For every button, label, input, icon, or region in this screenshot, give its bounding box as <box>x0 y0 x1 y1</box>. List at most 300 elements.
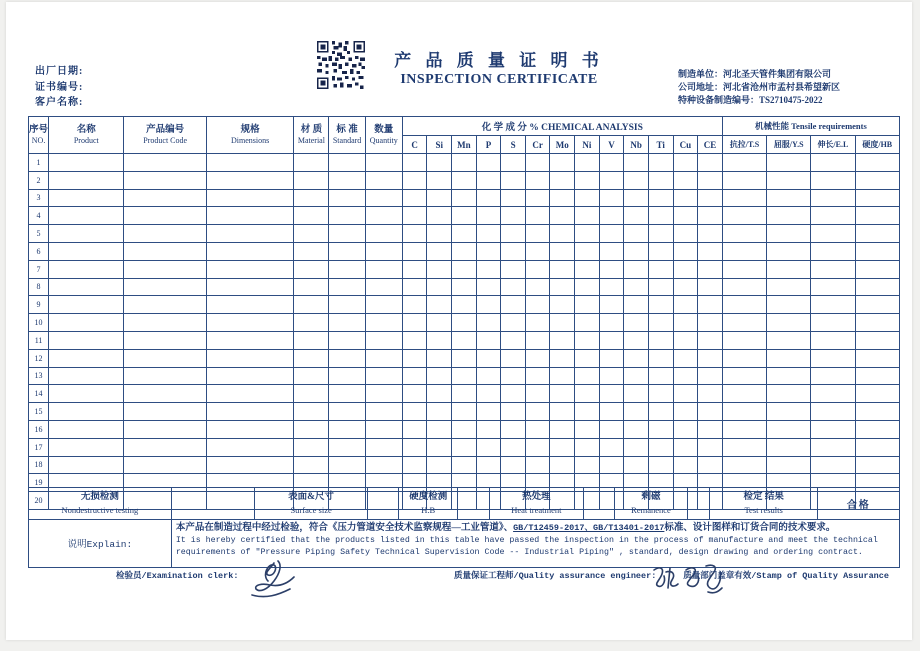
empty-data-cell <box>525 171 550 189</box>
empty-data-cell <box>329 420 365 438</box>
empty-data-cell <box>452 225 477 243</box>
empty-data-cell <box>673 385 698 403</box>
empty-data-cell <box>365 242 402 260</box>
empty-data-cell <box>575 438 600 456</box>
empty-data-cell <box>855 456 900 474</box>
empty-data-cell <box>722 225 766 243</box>
empty-data-cell <box>427 349 452 367</box>
empty-data-cell <box>767 242 811 260</box>
empty-data-cell <box>402 278 427 296</box>
empty-data-cell <box>124 189 206 207</box>
empty-data-cell <box>811 438 855 456</box>
header-col-4-en: Material <box>297 135 325 145</box>
empty-data-cell <box>476 314 501 332</box>
header-col-5 <box>329 117 365 154</box>
header-col-2-cn: 产品编号 <box>146 124 185 135</box>
header-col-6-en: Quantity <box>369 135 398 145</box>
test-results-label-en: Test results <box>744 505 783 515</box>
empty-data-cell <box>811 278 855 296</box>
empty-data-cell <box>648 171 673 189</box>
table-row <box>29 456 900 474</box>
ndt-label-en: Nondestructive testing <box>61 505 139 515</box>
empty-data-cell <box>329 438 365 456</box>
empty-data-cell <box>124 260 206 278</box>
empty-data-cell <box>811 207 855 225</box>
empty-data-cell <box>722 438 766 456</box>
empty-data-cell <box>811 367 855 385</box>
empty-data-cell <box>525 154 550 172</box>
table-row <box>29 189 900 207</box>
empty-data-cell <box>673 278 698 296</box>
empty-data-cell <box>550 331 575 349</box>
empty-data-cell <box>855 314 900 332</box>
empty-data-cell <box>624 225 649 243</box>
empty-data-cell <box>206 189 293 207</box>
row-number: 6 <box>29 242 49 260</box>
empty-data-cell <box>476 456 501 474</box>
empty-data-cell <box>365 171 402 189</box>
empty-data-cell <box>550 242 575 260</box>
table-row <box>29 225 900 243</box>
empty-data-cell <box>294 242 329 260</box>
explain-cn-standards: GB/T12459-2017、GB/T13401-2017 <box>513 522 665 533</box>
certificate-no-label: 证书编号: <box>35 81 84 93</box>
empty-data-cell <box>402 438 427 456</box>
empty-data-cell <box>365 225 402 243</box>
empty-data-cell <box>575 403 600 421</box>
chem-col-Si: Si <box>427 136 452 154</box>
certificate-sheet <box>6 2 912 640</box>
empty-data-cell <box>811 171 855 189</box>
empty-data-cell <box>855 367 900 385</box>
empty-data-cell <box>427 189 452 207</box>
examiner-signature <box>244 555 316 606</box>
empty-data-cell <box>525 189 550 207</box>
empty-data-cell <box>525 296 550 314</box>
empty-data-cell <box>427 278 452 296</box>
empty-data-cell <box>476 189 501 207</box>
empty-data-cell <box>49 171 124 189</box>
empty-data-cell <box>673 349 698 367</box>
empty-data-cell <box>673 189 698 207</box>
empty-data-cell <box>550 260 575 278</box>
empty-data-cell <box>767 225 811 243</box>
mech-col-0: 抗拉/T.S <box>722 136 766 154</box>
remanence-label-en: Remanence <box>631 505 671 515</box>
empty-data-cell <box>811 296 855 314</box>
empty-data-cell <box>402 456 427 474</box>
empty-data-cell <box>124 331 206 349</box>
empty-data-cell <box>501 438 526 456</box>
ndt-value-cell <box>171 488 254 520</box>
explain-table <box>28 519 900 568</box>
remanence-label-cn: 剩磁 <box>641 492 661 502</box>
empty-data-cell <box>525 367 550 385</box>
empty-data-cell <box>402 207 427 225</box>
empty-data-cell <box>49 331 124 349</box>
empty-data-cell <box>599 225 624 243</box>
empty-data-cell <box>811 154 855 172</box>
chemical-analysis-group-header: 化 学 成 分 % CHEMICAL ANALYSIS <box>402 117 722 136</box>
empty-data-cell <box>855 296 900 314</box>
header-col-3-en: Dimensions <box>230 135 270 145</box>
table-row <box>29 154 900 172</box>
header-col-6-cn: 数量 <box>374 124 394 135</box>
empty-data-cell <box>698 456 723 474</box>
empty-data-cell <box>550 456 575 474</box>
empty-data-cell <box>599 296 624 314</box>
explain-line-en2: requirements of "Pressure Piping Safety Technical Supervision Code -- Industrial Piping" , standard, design drawing and ordering contract. <box>175 548 863 557</box>
empty-data-cell <box>811 260 855 278</box>
empty-data-cell <box>624 438 649 456</box>
empty-data-cell <box>476 260 501 278</box>
empty-data-cell <box>476 207 501 225</box>
header-col-2 <box>124 117 206 154</box>
empty-data-cell <box>767 438 811 456</box>
empty-data-cell <box>599 367 624 385</box>
empty-data-cell <box>811 349 855 367</box>
empty-data-cell <box>329 225 365 243</box>
heat-value-cell <box>584 488 615 520</box>
empty-data-cell <box>452 403 477 421</box>
row-number: 2 <box>29 171 49 189</box>
empty-data-cell <box>624 242 649 260</box>
empty-data-cell <box>624 456 649 474</box>
empty-data-cell <box>501 171 526 189</box>
empty-data-cell <box>673 242 698 260</box>
empty-data-cell <box>49 438 124 456</box>
empty-data-cell <box>294 456 329 474</box>
empty-data-cell <box>811 314 855 332</box>
header-col-1 <box>49 117 124 154</box>
explain-line-cn <box>176 522 895 535</box>
empty-data-cell <box>575 385 600 403</box>
empty-data-cell <box>648 154 673 172</box>
row-number: 15 <box>29 403 49 421</box>
surface-label-en: Surface size <box>290 505 332 515</box>
empty-data-cell <box>452 314 477 332</box>
empty-data-cell <box>329 171 365 189</box>
empty-data-cell <box>501 242 526 260</box>
empty-data-cell <box>365 403 402 421</box>
table-row <box>29 171 900 189</box>
empty-data-cell <box>525 207 550 225</box>
certificate-title-en: INSPECTION CERTIFICATE <box>400 72 598 87</box>
empty-data-cell <box>501 403 526 421</box>
empty-data-cell <box>294 331 329 349</box>
empty-data-cell <box>402 349 427 367</box>
chem-col-Mn: Mn <box>452 136 477 154</box>
chem-col-P: P <box>476 136 501 154</box>
empty-data-cell <box>49 154 124 172</box>
certificate-title-cn: 产 品 质 量 证 明 书 <box>394 51 604 70</box>
empty-data-cell <box>811 403 855 421</box>
empty-data-cell <box>722 367 766 385</box>
empty-data-cell <box>767 403 811 421</box>
empty-data-cell <box>648 403 673 421</box>
empty-data-cell <box>501 385 526 403</box>
empty-data-cell <box>648 296 673 314</box>
empty-data-cell <box>550 189 575 207</box>
empty-data-cell <box>49 260 124 278</box>
empty-data-cell <box>550 403 575 421</box>
summary-table <box>28 487 900 520</box>
empty-data-cell <box>722 403 766 421</box>
empty-data-cell <box>501 189 526 207</box>
empty-data-cell <box>673 456 698 474</box>
empty-data-cell <box>525 225 550 243</box>
empty-data-cell <box>365 314 402 332</box>
empty-data-cell <box>49 403 124 421</box>
empty-data-cell <box>49 225 124 243</box>
empty-data-cell <box>599 314 624 332</box>
empty-data-cell <box>698 260 723 278</box>
empty-data-cell <box>294 367 329 385</box>
products-table <box>28 116 900 510</box>
empty-data-cell <box>427 207 452 225</box>
empty-data-cell <box>402 171 427 189</box>
surface-label-cell <box>255 488 368 520</box>
empty-data-cell <box>767 456 811 474</box>
empty-data-cell <box>722 207 766 225</box>
empty-data-cell <box>550 278 575 296</box>
chem-col-Cu: Cu <box>673 136 698 154</box>
empty-data-cell <box>452 260 477 278</box>
test-results-label-cell <box>709 488 818 520</box>
empty-data-cell <box>673 438 698 456</box>
empty-data-cell <box>476 385 501 403</box>
header-col-6 <box>365 117 402 154</box>
row-number: 16 <box>29 420 49 438</box>
empty-data-cell <box>624 278 649 296</box>
empty-data-cell <box>550 154 575 172</box>
empty-data-cell <box>698 314 723 332</box>
empty-data-cell <box>124 296 206 314</box>
empty-data-cell <box>501 225 526 243</box>
empty-data-cell <box>427 403 452 421</box>
empty-data-cell <box>767 296 811 314</box>
empty-data-cell <box>811 331 855 349</box>
header-col-4 <box>294 117 329 154</box>
empty-data-cell <box>476 367 501 385</box>
empty-data-cell <box>673 207 698 225</box>
empty-data-cell <box>206 420 293 438</box>
empty-data-cell <box>402 154 427 172</box>
empty-data-cell <box>427 171 452 189</box>
empty-data-cell <box>722 154 766 172</box>
empty-data-cell <box>811 420 855 438</box>
header-col-1-en: Product <box>73 135 99 145</box>
empty-data-cell <box>427 456 452 474</box>
empty-data-cell <box>501 207 526 225</box>
empty-data-cell <box>722 349 766 367</box>
empty-data-cell <box>648 242 673 260</box>
examiner-label: 检验员/Examination clerk: <box>116 571 239 581</box>
empty-data-cell <box>767 331 811 349</box>
table-row <box>29 385 900 403</box>
empty-data-cell <box>476 349 501 367</box>
empty-data-cell <box>294 314 329 332</box>
empty-data-cell <box>624 154 649 172</box>
empty-data-cell <box>452 349 477 367</box>
empty-data-cell <box>427 438 452 456</box>
empty-data-cell <box>124 385 206 403</box>
empty-data-cell <box>767 314 811 332</box>
table-row <box>29 278 900 296</box>
empty-data-cell <box>673 260 698 278</box>
manufacturer-line: 制造单位：河北圣天管件集团有限公司 <box>678 69 832 79</box>
empty-data-cell <box>698 367 723 385</box>
empty-data-cell <box>624 385 649 403</box>
empty-data-cell <box>365 420 402 438</box>
empty-data-cell <box>698 349 723 367</box>
empty-data-cell <box>206 207 293 225</box>
remanence-value-cell <box>687 488 709 520</box>
empty-data-cell <box>673 403 698 421</box>
empty-data-cell <box>501 331 526 349</box>
empty-data-cell <box>698 207 723 225</box>
empty-data-cell <box>476 296 501 314</box>
empty-data-cell <box>206 331 293 349</box>
empty-data-cell <box>599 438 624 456</box>
empty-data-cell <box>329 331 365 349</box>
table-row <box>29 331 900 349</box>
empty-data-cell <box>698 420 723 438</box>
test-result-value: 合格 <box>818 488 900 520</box>
empty-data-cell <box>124 242 206 260</box>
empty-data-cell <box>452 154 477 172</box>
empty-data-cell <box>501 456 526 474</box>
empty-data-cell <box>206 296 293 314</box>
empty-data-cell <box>329 278 365 296</box>
empty-data-cell <box>206 154 293 172</box>
empty-data-cell <box>49 314 124 332</box>
explain-label: 说明Explain: <box>29 519 172 567</box>
empty-data-cell <box>722 278 766 296</box>
empty-data-cell <box>329 367 365 385</box>
empty-data-cell <box>575 296 600 314</box>
row-number: 20 <box>29 492 49 510</box>
empty-data-cell <box>599 242 624 260</box>
empty-data-cell <box>206 225 293 243</box>
ndt-label-cn: 无损检测 <box>80 492 119 502</box>
empty-data-cell <box>501 420 526 438</box>
empty-data-cell <box>49 207 124 225</box>
chem-col-S: S <box>501 136 526 154</box>
empty-data-cell <box>365 189 402 207</box>
empty-data-cell <box>206 367 293 385</box>
empty-data-cell <box>575 278 600 296</box>
empty-data-cell <box>624 189 649 207</box>
row-number: 5 <box>29 225 49 243</box>
row-number: 18 <box>29 456 49 474</box>
row-number: 12 <box>29 349 49 367</box>
empty-data-cell <box>855 385 900 403</box>
empty-data-cell <box>599 331 624 349</box>
stamp-label: 质量部门盖章有效/Stamp of Quality Assurance <box>683 571 889 581</box>
row-number: 7 <box>29 260 49 278</box>
empty-data-cell <box>599 189 624 207</box>
empty-data-cell <box>329 403 365 421</box>
empty-data-cell <box>294 154 329 172</box>
chem-col-Mo: Mo <box>550 136 575 154</box>
table-row <box>29 367 900 385</box>
empty-data-cell <box>599 154 624 172</box>
empty-data-cell <box>476 154 501 172</box>
empty-data-cell <box>599 260 624 278</box>
empty-data-cell <box>124 154 206 172</box>
empty-data-cell <box>452 438 477 456</box>
empty-data-cell <box>124 367 206 385</box>
empty-data-cell <box>525 278 550 296</box>
empty-data-cell <box>501 349 526 367</box>
empty-data-cell <box>698 403 723 421</box>
empty-data-cell <box>294 278 329 296</box>
empty-data-cell <box>329 260 365 278</box>
empty-data-cell <box>525 314 550 332</box>
empty-data-cell <box>673 420 698 438</box>
empty-data-cell <box>624 403 649 421</box>
empty-data-cell <box>329 456 365 474</box>
empty-data-cell <box>365 207 402 225</box>
chem-col-V: V <box>599 136 624 154</box>
empty-data-cell <box>811 456 855 474</box>
empty-data-cell <box>767 385 811 403</box>
empty-data-cell <box>575 207 600 225</box>
empty-data-cell <box>722 242 766 260</box>
mechanical-group-header: 机械性能 Tensile requirements <box>722 117 899 136</box>
empty-data-cell <box>648 189 673 207</box>
empty-data-cell <box>365 154 402 172</box>
header-col-0-en: NO. <box>31 135 46 145</box>
empty-data-cell <box>427 154 452 172</box>
empty-data-cell <box>329 207 365 225</box>
test-results-label-cn: 检定 结果 <box>743 492 784 502</box>
empty-data-cell <box>365 260 402 278</box>
empty-data-cell <box>648 225 673 243</box>
empty-data-cell <box>329 349 365 367</box>
surface-value-cell <box>367 488 398 520</box>
empty-data-cell <box>673 171 698 189</box>
empty-data-cell <box>550 367 575 385</box>
empty-data-cell <box>294 171 329 189</box>
empty-data-cell <box>648 456 673 474</box>
empty-data-cell <box>294 207 329 225</box>
header-col-2-en: Product Code <box>143 135 188 145</box>
empty-data-cell <box>767 278 811 296</box>
empty-data-cell <box>452 171 477 189</box>
empty-data-cell <box>767 367 811 385</box>
header-col-3 <box>206 117 293 154</box>
chem-col-CE: CE <box>698 136 723 154</box>
empty-data-cell <box>767 349 811 367</box>
header-col-4-cn: 材 质 <box>300 124 323 135</box>
row-number: 19 <box>29 474 49 492</box>
empty-data-cell <box>124 225 206 243</box>
empty-data-cell <box>124 171 206 189</box>
empty-data-cell <box>673 225 698 243</box>
empty-data-cell <box>49 189 124 207</box>
surface-label-cn: 表面&尺寸 <box>288 492 335 502</box>
empty-data-cell <box>49 385 124 403</box>
empty-data-cell <box>855 154 900 172</box>
empty-data-cell <box>124 314 206 332</box>
empty-data-cell <box>855 331 900 349</box>
empty-data-cell <box>648 260 673 278</box>
empty-data-cell <box>452 296 477 314</box>
empty-data-cell <box>427 420 452 438</box>
empty-data-cell <box>206 242 293 260</box>
